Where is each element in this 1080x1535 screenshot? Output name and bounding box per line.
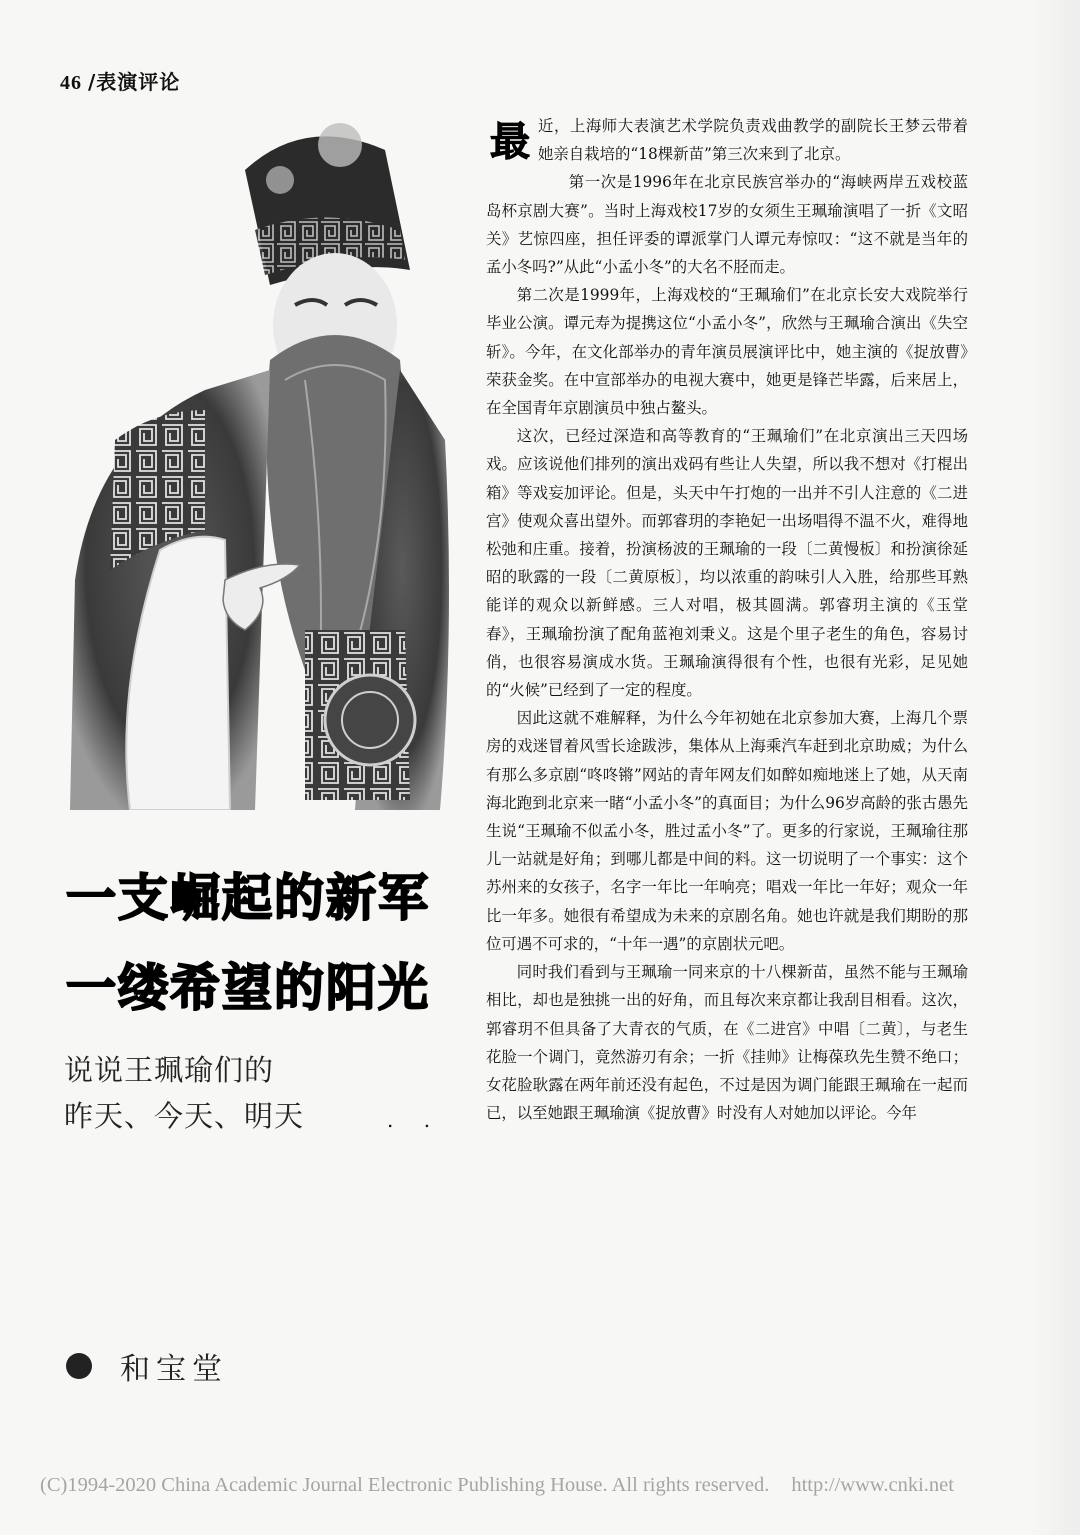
footer-url: http://www.cnki.net bbox=[791, 1474, 954, 1496]
copyright-text: (C)1994-2020 China Academic Journal Electronic Publishing House. All rights reserved. bbox=[40, 1474, 770, 1496]
subtitle-line-1: 说说王珮瑜们的 bbox=[64, 1053, 275, 1087]
copyright-footer bbox=[40, 1474, 954, 1497]
subtitle-line-2: 昨天、今天、明天 bbox=[64, 1099, 305, 1133]
author-byline bbox=[66, 1344, 228, 1388]
subtitle-dots: . . bbox=[387, 1108, 443, 1132]
page-number: 46 bbox=[60, 72, 82, 94]
paragraph-5: 因此这就不难解释，为什么今年初她在北京参加大赛，上海几个票房的戏迷冒着风雪长途跋涉，集体从上海乘汽车赶到北京助威；为什么有那么多京剧“咚咚锵”网站的青年网友们如醉如痴地迷上了她，从天南海北跑到北京来一睹“小孟小冬”的真面目；为什么96岁高龄的张古愚先生说“王珮瑜不似孟小冬，胜过孟小冬”了。更多的行家说，王珮瑜往那儿一站就是好角；到哪儿都是中间的料。这一切说明了一个事实：这个苏州来的女孩子，名字一年比一年响亮；唱戏一年比一年好；观众一年比一年多。她很有希望成为未来的京剧名角。她也许就是我们期盼的那位可遇不可求的，“十年一遇”的京剧状元吧。 bbox=[486, 709, 968, 953]
paragraph-3: 第二次是1999年，上海戏校的“王珮瑜们”在北京长安大戏院举行毕业公演。谭元寿为提携这位“小孟小冬”，欣然与王珮瑜合演出《失空斩》。今年，在文化部举办的青年演员展演评比中，她主演的《捉放曹》荣获金奖。在中宣部举办的电视大赛中，她更是锋芒毕露，后来居上，在全国青年京剧演员中独占鳌头。 bbox=[486, 286, 968, 418]
drop-cap: 最 bbox=[490, 119, 530, 165]
opera-performer-photo bbox=[55, 110, 455, 810]
paragraph-6: 同时我们看到与王珮瑜一同来京的十八棵新苗，虽然不能与王珮瑜相比，却也是独挑一出的好角，而且每次来京都让我刮目相看。这次，郭睿玥不但具备了大青衣的气质，在《二进宫》中唱〔二黄〕，与老生花脸一个调门，竟然游刃有余；一折《挂帅》让梅葆玖先生赞不绝口；女花脸耿露在两年前还没有起色，不过是因为调门能跟王珮瑜在一起而已，以至她跟王珮瑜演《捉放曹》时没有人对她加以评论。今年 bbox=[486, 963, 968, 1123]
section-title: /表演评论 bbox=[88, 70, 181, 94]
author-name: 和宝堂 bbox=[120, 1352, 228, 1387]
paragraph-1-text: 近，上海师大表演艺术学院负责戏曲教学的副院长王梦云带着她亲自栽培的“18棵新苗”第三次来到了北京。 bbox=[538, 117, 968, 164]
paragraph-2: 第一次是1996年在北京民族宫举办的“海峡两岸五戏校蓝岛杯京剧大赛”。当时上海戏校17岁的女须生王珮瑜演唱了一折《文昭关》艺惊四座，担任评委的谭派掌门人谭元寿惊叹：“这不就是当年的孟小冬吗?”从此“小孟小冬”的大名不胫而走。 bbox=[486, 173, 968, 277]
paragraph-1 bbox=[486, 112, 968, 168]
bullet-dot-icon bbox=[66, 1353, 92, 1379]
page-header bbox=[60, 66, 180, 95]
article-body bbox=[486, 112, 968, 1127]
paragraph-4: 这次，已经过深造和高等教育的“王珮瑜们”在北京演出三天四场戏。应该说他们排列的演出戏码有些让人失望，所以我不想对《打棍出箱》等戏妄加评论。但是，头天中午打炮的一出并不引人注意的《二进宫》使观众喜出望外。而郭睿玥的李艳妃一出场唱得不温不火，难得地松弛和庄重。接着，扮演杨波的王珮瑜的一段〔二黄慢板〕和扮演徐延昭的耿露的一段〔二黄原板〕，均以浓重的韵味引人入胜，给那些耳熟能详的观众以新鲜感。三人对唱，极其圆满。郭睿玥主演的《玉堂春》，王珮瑜扮演了配角蓝袍刘秉义。这是个里子老生的角色，容易讨俏，也很容易演成水货。王珮瑜演得很有个性，也很有光彩，足见她的“火候”已经到了一定的程度。 bbox=[486, 427, 968, 700]
page-edge-shadow bbox=[1028, 0, 1080, 1535]
headline-line-2: 一缕希望的阳光 bbox=[66, 959, 430, 1017]
headline-line-1: 一支崛起的新军 bbox=[66, 869, 430, 927]
